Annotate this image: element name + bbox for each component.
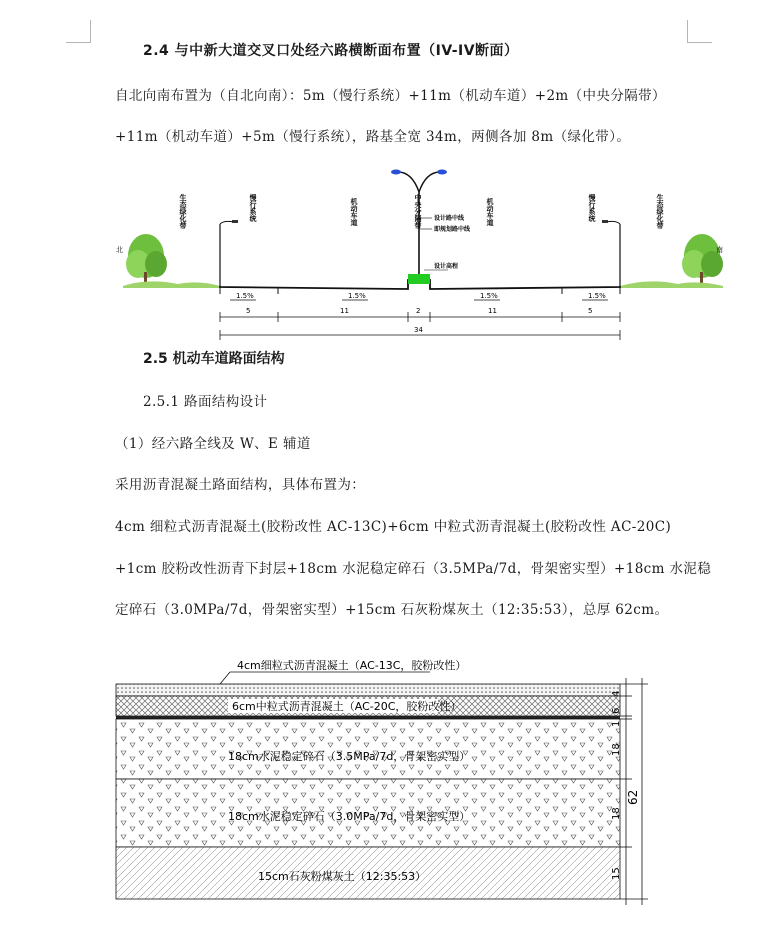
layer1-fine-asphalt — [116, 684, 620, 696]
label-south: 南 — [716, 246, 723, 254]
median-planting — [408, 274, 430, 284]
grass-right — [620, 281, 723, 288]
label-motor-left: 机动车道 — [350, 198, 358, 226]
dim-total: 34 — [414, 326, 423, 334]
crop-mark-top-left — [66, 20, 91, 43]
layer6-label: 15cm石灰粉煤灰土（12:35:53） — [258, 870, 427, 883]
layer4-label: 18cm水泥稳定碎石（3.5MPa/7d，骨架密实型） — [228, 750, 471, 763]
street-lamp-right — [602, 220, 620, 286]
layer5-label: 18cm水泥稳定碎石（3.0MPa/7d，骨架密实型） — [228, 810, 471, 823]
spec-line-1: 4cm 细粒式沥青混凝土(胶粉改性 AC-13C)+6cm 中粒式沥青混凝土(胶粉改性 AC-20C) — [115, 519, 672, 535]
grass-left — [123, 281, 220, 288]
tree-left — [126, 234, 167, 286]
street-lamp-left — [220, 220, 238, 286]
dim-layer6: 15 — [611, 867, 622, 880]
section-heading-2-5: 2.5 机动车道路面结构 — [143, 351, 285, 367]
label-median: 中央分隔带 — [414, 194, 422, 229]
dim-layer4: 18 — [611, 743, 622, 756]
dim-slow-right: 5 — [588, 307, 593, 315]
annotation-design-centerline: 设计路中线 — [434, 215, 465, 222]
subsection-heading-2-5-1: 2.5.1 路面结构设计 — [143, 394, 268, 410]
label-slow-right: 慢行系统 — [588, 194, 596, 222]
dim-median: 2 — [416, 307, 421, 315]
layer3-seal — [116, 716, 620, 719]
layer1-label: 4cm细粒式沥青混凝土（AC-13C，胶粉改性） — [237, 659, 467, 672]
section-heading-2-4: 2.4 与中新大道交叉口处经六路横断面布置（IV-IV断面） — [143, 43, 519, 59]
dim-layer5: 18 — [611, 807, 622, 820]
dim-layer2: 6 — [611, 707, 622, 714]
slope-label-1: 1.5% — [236, 292, 254, 300]
dim-slow-left: 5 — [246, 307, 251, 315]
slope-label-3: 1.5% — [480, 292, 498, 300]
item-heading: （1）经六路全线及 W、E 辅道 — [115, 436, 311, 452]
slope-label-2: 1.5% — [348, 292, 366, 300]
dim-motor-right: 11 — [488, 307, 497, 315]
cross-section-diagram — [108, 160, 728, 342]
slope-label-4: 1.5% — [588, 292, 606, 300]
paragraph-layout-line2: +11m（机动车道）+5m（慢行系统），路基全宽 34m，两侧各加 8m（绿化带）。 — [115, 129, 631, 145]
layer2-label: 6cm中粒式沥青混凝土（AC-20C，胶粉改性） — [232, 700, 462, 713]
label-slow-left: 慢行系统 — [249, 194, 257, 222]
label-north: 北 — [116, 246, 123, 254]
dim-layer1: 4 — [611, 690, 622, 697]
label-greenbelt-right: 生态绿化带 — [656, 194, 664, 229]
label-greenbelt-left: 生态绿化带 — [179, 194, 187, 229]
annotation-design-elevation: 设计高程 — [434, 263, 459, 270]
layer4-cement-stabilized-35 — [116, 719, 620, 779]
label-motor-right: 机动车道 — [486, 198, 494, 226]
spec-line-2: +1cm 胶粉改性沥青下封层+18cm 水泥稳定碎石（3.5MPa/7d，骨架密实型）+18cm 水泥稳 — [115, 561, 712, 577]
dim-total-thickness: 62 — [626, 789, 640, 805]
pavement-structure-diagram — [100, 650, 660, 912]
annotation-planned-centerline: 即规划路中线 — [434, 226, 471, 233]
tree-right — [682, 234, 723, 286]
dim-motor-left: 11 — [340, 307, 349, 315]
crop-mark-top-right — [687, 20, 712, 43]
paragraph-layout-line1: 自北向南布置为（自北向南）：5m（慢行系统）+11m（机动车道）+2m（中央分隔带） — [115, 88, 666, 104]
spec-line-3: 定碎石（3.0MPa/7d，骨架密实型）+15cm 石灰粉煤灰土（12:35:53），总厚 62cm。 — [115, 602, 669, 618]
paragraph-intro: 采用沥青混凝土路面结构，具体布置为： — [115, 477, 366, 493]
dim-layer3: 1 — [611, 720, 622, 727]
